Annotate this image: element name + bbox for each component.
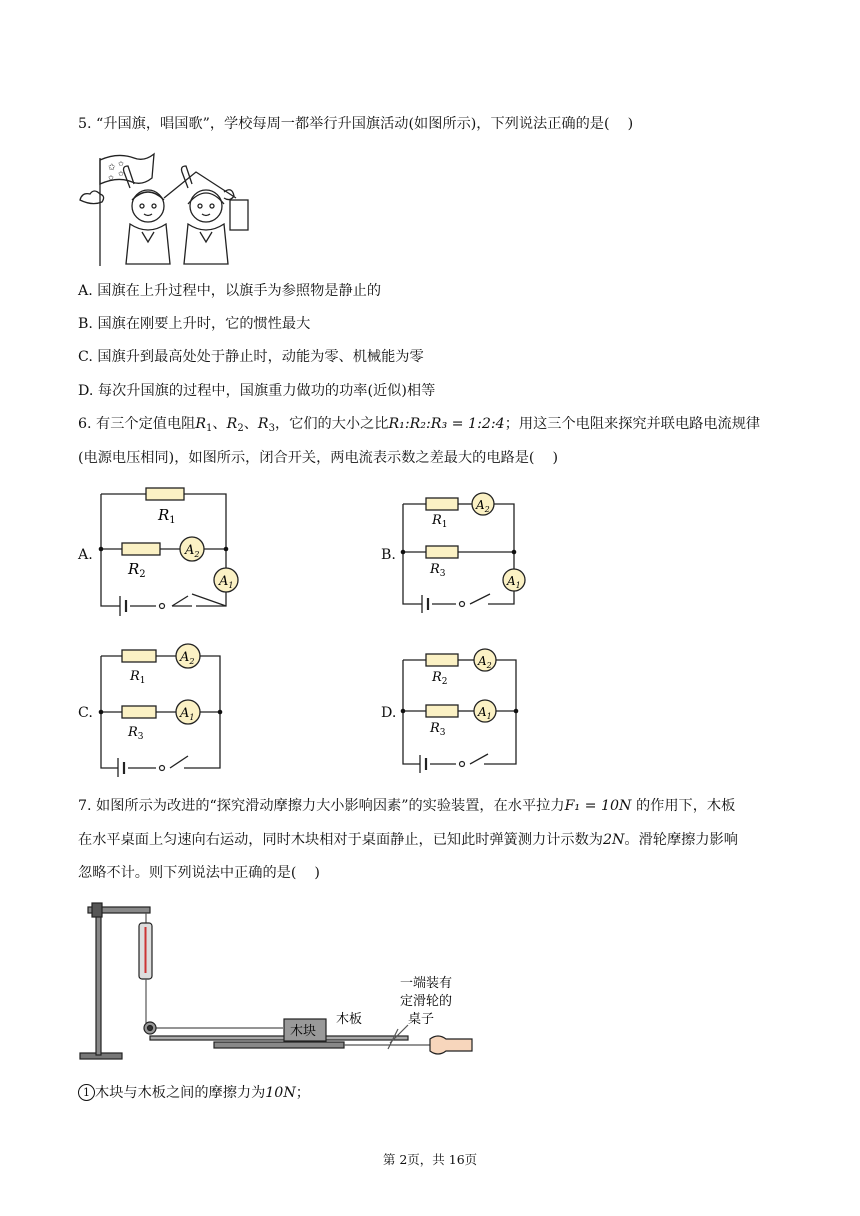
svg-text:✩: ✩ — [118, 170, 124, 178]
circuit-b-ammeter-a1: $A_1$ — [507, 574, 521, 590]
circuit-a — [96, 482, 246, 617]
circuit-b — [398, 490, 538, 615]
q7-stem-line3: 忽略不计。则下列说法中正确的是( ) — [78, 865, 320, 881]
circuit-a-top-resistor-label: $R_1$ — [158, 506, 176, 526]
board-label: 木板 — [336, 1012, 363, 1027]
q6-option-b-label: B. — [381, 547, 396, 563]
q7-stem-line1: 7. 如图所示为改进的“探究滑动摩擦力大小影响因素”的实验装置，在水平拉力F₁ = 10N 的作用下，木板 — [78, 798, 736, 814]
q6-option-d-label: D. — [381, 705, 397, 721]
table-label-line1: 一端装有 — [400, 976, 453, 991]
circuit-a-ammeter-a2: $A_2$ — [185, 543, 200, 559]
table-label-line3: 桌子 — [408, 1012, 435, 1027]
table-label-line2: 定滑轮的 — [400, 994, 453, 1009]
circuit-c — [96, 642, 231, 777]
q7-statement-1: 1 木块与木板之间的摩擦力为10N； — [78, 1083, 798, 1103]
q6-stem-line2: (电源电压相同)，如图所示，闭合开关，两电流表示数之差最大的电路是( ) — [78, 450, 558, 466]
circuit-c-ammeter-a1: $A_1$ — [180, 706, 195, 722]
q5-option-b: B. 国旗在刚要上升时，它的惯性最大 — [78, 316, 311, 332]
page-footer: 第 2页，共 16页 — [382, 1152, 478, 1167]
q5-stem: 5. “升国旗，唱国歌”，学校每周一都举行升国旗活动(如图所示)，下列说法正确的是( ) — [78, 116, 634, 132]
circuit-d — [398, 646, 528, 774]
flag-raising-illustration — [78, 148, 258, 268]
q7-stem-line2: 在水平桌面上匀速向右运动，同时木块相对于桌面静止，已知此时弹簧测力计示数为2N。滑轮摩擦力影响 — [78, 832, 738, 848]
svg-text:✩: ✩ — [118, 160, 124, 168]
block-label: 木块 — [290, 1024, 317, 1039]
circuit-b-top-resistor-label: $R_1$ — [432, 513, 448, 530]
circuit-d-bottom-resistor-label: $R_3$ — [430, 721, 446, 738]
circuit-a-bottom-resistor-label: $R_2$ — [128, 560, 146, 580]
circuit-c-top-resistor-label: $R_1$ — [130, 669, 146, 686]
q5-option-d: D. 每次升国旗的过程中，国旗重力做功的功率(近似)相等 — [78, 383, 436, 399]
q6-stem-line1: 6. 有三个定值电阻$R_1$、$R_2$、$R_3$，它们的大小之比R₁:R₂:R₃ = 1:2:4；用这三个电阻来探究并联电路电流规律 — [78, 416, 761, 434]
svg-text:✩: ✩ — [108, 163, 116, 173]
q6-option-a-label: A. — [78, 547, 93, 563]
circuit-c-ammeter-a2: $A_2$ — [180, 650, 195, 666]
q6-option-c-label: C. — [78, 705, 93, 721]
circuit-b-bottom-resistor-label: $R_3$ — [430, 562, 446, 579]
circuit-d-ammeter-a2: $A_2$ — [478, 654, 492, 670]
circuit-c-bottom-resistor-label: $R_3$ — [128, 725, 144, 742]
q5-option-c: C. 国旗升到最高处处于静止时，动能为零、机械能为零 — [78, 349, 424, 365]
q5-option-a: A. 国旗在上升过程中，以旗手为参照物是静止的 — [78, 283, 382, 299]
circuit-a-ammeter-a1: $A_1$ — [219, 574, 234, 590]
svg-text:✩: ✩ — [108, 174, 114, 182]
circuit-b-ammeter-a2: $A_2$ — [476, 498, 490, 514]
circuit-d-top-resistor-label: $R_2$ — [432, 670, 448, 687]
friction-apparatus-figure — [78, 895, 478, 1065]
circuit-d-ammeter-a1: $A_1$ — [478, 705, 492, 721]
